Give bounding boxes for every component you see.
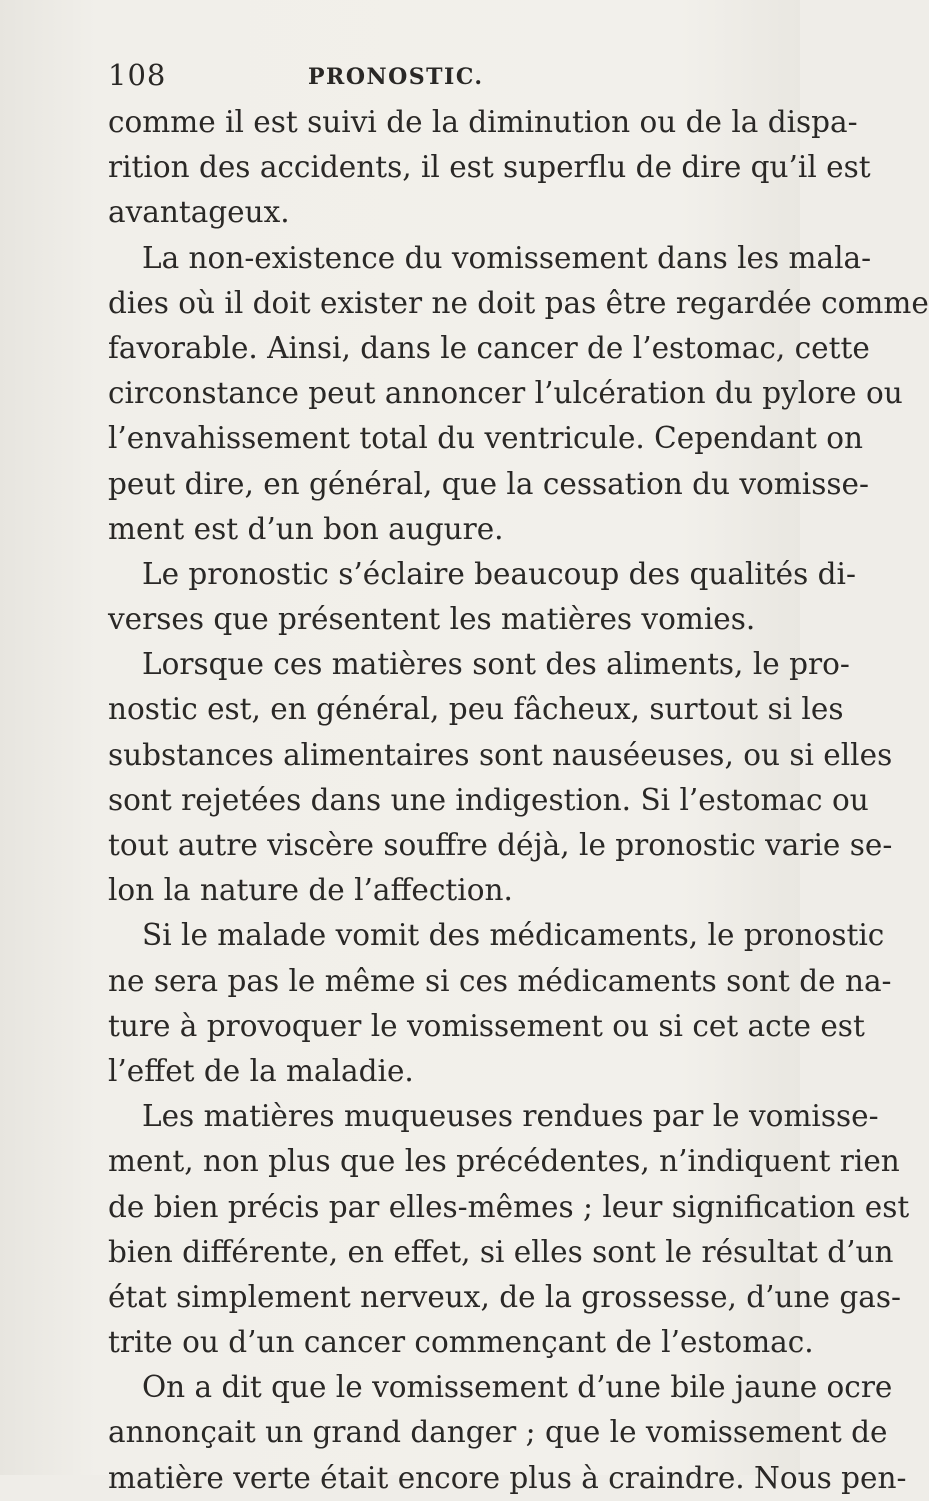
text-line: bien différente, en effet, si elles sont le résultat d’un [108,1234,894,1269]
text-line: La non-existence du vomissement dans les mala- [142,240,872,275]
text-line: Le pronostic s’éclaire beaucoup des qualités di- [142,556,856,591]
text-line: nostic est, en général, peu fâcheux, surtout si les [108,692,844,727]
text-line: l’effet de la maladie. [108,1053,414,1088]
text-line: tout autre viscère souffre déjà, le pronostic varie se- [108,828,893,862]
page-number: 108 [108,58,167,92]
text-line: On a dit que le vomissement d’une bile jaune ocre [142,1370,893,1405]
text-line: lon la nature de l’affection. [108,873,513,908]
body-text [108,100,929,1501]
text-line: comme il est suivi de la diminution ou de la dispa- [108,105,858,139]
text-line: ment est d’un bon augure. [108,511,504,546]
text-line: avantageux. [108,195,290,230]
text-line: ture à provoquer le vomissement ou si cet acte est [108,1008,865,1043]
text-line: Les matières muqueuses rendues par le vomisse- [142,1099,879,1134]
text-line: rition des accidents, il est superflu de dire qu’il est [108,150,871,185]
text-line: Si le malade vomit des médicaments, le pronostic [142,918,885,953]
text-line: état simplement nerveux, de la grossesse, d’une gas- [108,1279,901,1314]
text-line: l’envahissement total du ventricule. Cependant on [108,421,864,456]
text-line: de bien précis par elles-mêmes ; leur signification est [108,1189,910,1224]
text-line: sont rejetées dans une indigestion. Si l’estomac ou [108,782,869,817]
text-line: dies où il doit exister ne doit pas être regardée comme [108,285,929,320]
text-line: peut dire, en général, que la cessation du vomisse- [108,466,869,501]
page-header [108,58,668,98]
text-line: substances alimentaires sont nauséeuses, ou si elles [108,737,893,772]
text-line: ne sera pas le même si ces médicaments sont de na- [108,963,892,998]
text-line: circonstance peut annoncer l’ulcération du pylore ou [108,376,903,411]
text-line: favorable. Ainsi, dans le cancer de l’estomac, cette [108,330,870,365]
text-line: trite ou d’un cancer commençant de l’estomac. [108,1325,814,1360]
text-line: Lorsque ces matières sont des aliments, le pro- [142,647,850,682]
text-line: verses que présentent les matières vomies. [108,602,756,637]
running-title: PRONOSTIC. [308,64,484,90]
text-line: annonçait un grand danger ; que le vomissement de [108,1415,888,1450]
text-line: matière verte était encore plus à craindre. Nous pen- [108,1460,907,1495]
text-line: ment, non plus que les précédentes, n’indiquent rien [108,1144,900,1179]
